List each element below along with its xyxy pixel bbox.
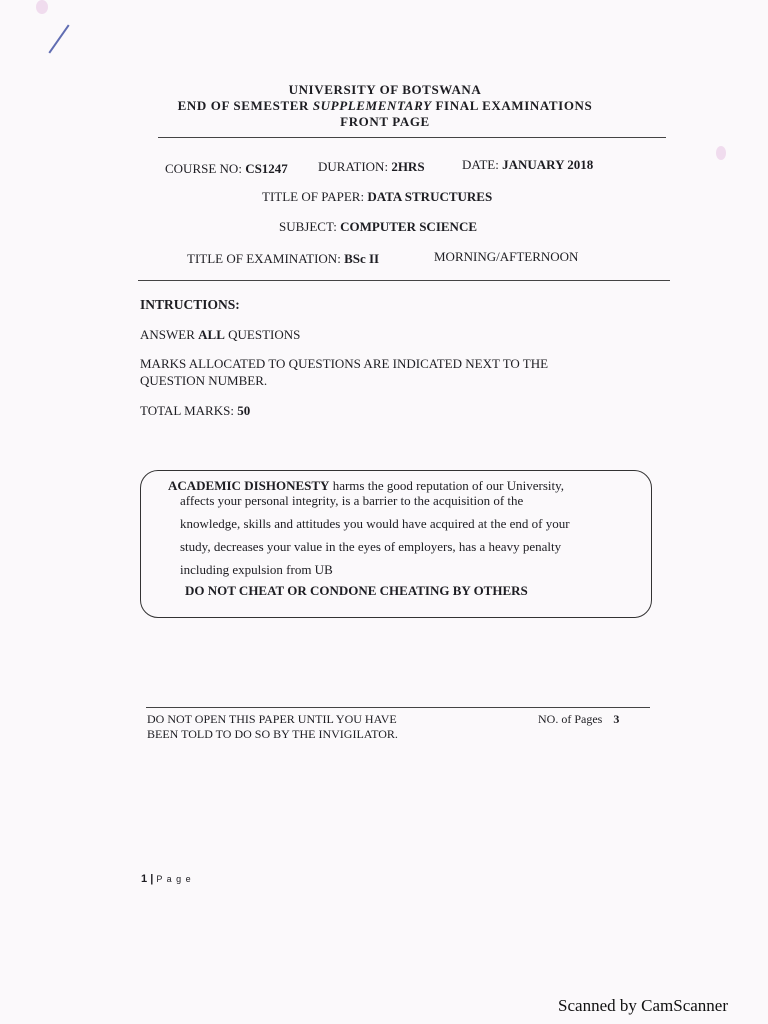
exam-title-label: TITLE OF EXAMINATION:: [187, 251, 341, 266]
exam-title-row: [187, 251, 379, 267]
footer-divider: [146, 707, 650, 708]
total-marks-value: 50: [237, 403, 251, 418]
notice-line-1: DO NOT OPEN THIS PAPER UNTIL YOU HAVE: [147, 712, 397, 726]
answer-bold: ALL: [198, 327, 225, 342]
notice-line-2: BEEN TOLD TO DO SO BY THE INVIGILATOR.: [147, 727, 398, 741]
honesty-warning-text: DO NOT CHEAT OR CONDONE CHEATING BY OTHERS: [185, 583, 528, 598]
pages-label: NO. of Pages: [538, 712, 603, 726]
exam-line-prefix: END OF SEMESTER: [177, 98, 309, 113]
honesty-line-5: including expulsion from UB: [180, 562, 333, 577]
front-page-title: FRONT PAGE: [340, 114, 430, 129]
page-number-sep: |: [150, 873, 154, 885]
details-divider: [138, 280, 670, 281]
total-marks-label: TOTAL MARKS:: [140, 403, 234, 418]
course-value: CS1247: [245, 161, 288, 176]
answer-suffix: QUESTIONS: [228, 327, 301, 342]
honesty-warning: [185, 583, 528, 599]
answer-instruction: [140, 327, 300, 343]
subject-row: [279, 219, 477, 235]
course-row: [165, 161, 288, 177]
answer-prefix: ANSWER: [140, 327, 195, 342]
subject-value: COMPUTER SCIENCE: [340, 219, 477, 234]
instructions-heading: [140, 297, 240, 313]
header-divider: [158, 137, 666, 138]
exam-title-value: BSc II: [344, 251, 380, 266]
honesty-line-4: study, decreases your value in the eyes of employers, has a heavy penalty: [180, 539, 562, 554]
pen-mark: [48, 25, 69, 54]
camscanner-stamp: Scanned by CamScanner: [558, 996, 728, 1015]
duration-label: DURATION:: [318, 159, 389, 174]
honesty-line-2: affects your personal integrity, is a barrier to the acquisition of the: [180, 493, 524, 508]
honesty-line-1-rest: harms the good reputation of our University,: [332, 478, 565, 493]
paper-title-label: TITLE OF PAPER:: [262, 189, 365, 204]
duration-value: 2HRS: [391, 159, 425, 174]
course-label: COURSE NO:: [165, 161, 242, 176]
instructions-heading-text: INTRUCTIONS:: [140, 297, 240, 312]
paper-title-value: DATA STRUCTURES: [367, 189, 493, 204]
page-number: [141, 873, 192, 885]
page-number-value: 1: [141, 873, 148, 885]
university-title: UNIVERSITY OF BOTSWANA: [288, 82, 482, 97]
ink-smudge: [36, 0, 48, 14]
exam-line-italic: SUPPLEMENTARY: [312, 98, 432, 113]
honesty-line-3: knowledge, skills and attitudes you would have acquired at the end of your: [180, 516, 570, 531]
exam-line: [130, 98, 640, 114]
session-text: MORNING/AFTERNOON: [434, 249, 579, 264]
duration-row: [318, 159, 425, 175]
ink-smudge: [716, 146, 726, 160]
subject-label: SUBJECT:: [279, 219, 337, 234]
pages-value: 3: [613, 712, 620, 726]
paper-title-row: [262, 189, 492, 205]
marks-line-2: QUESTION NUMBER.: [140, 373, 268, 388]
total-marks: [140, 403, 250, 419]
date-value: JANUARY 2018: [502, 157, 594, 172]
page-word: P a g e: [156, 874, 192, 884]
date-row: [462, 157, 593, 173]
pages-count: [538, 712, 619, 727]
marks-line-1: MARKS ALLOCATED TO QUESTIONS ARE INDICATED NEXT TO THE: [140, 356, 549, 371]
honesty-line-1: [168, 478, 564, 494]
exam-line-suffix: FINAL EXAMINATIONS: [435, 98, 593, 113]
honesty-bold-lead: ACADEMIC DISHONESTY: [168, 478, 330, 493]
date-label: DATE:: [462, 157, 499, 172]
